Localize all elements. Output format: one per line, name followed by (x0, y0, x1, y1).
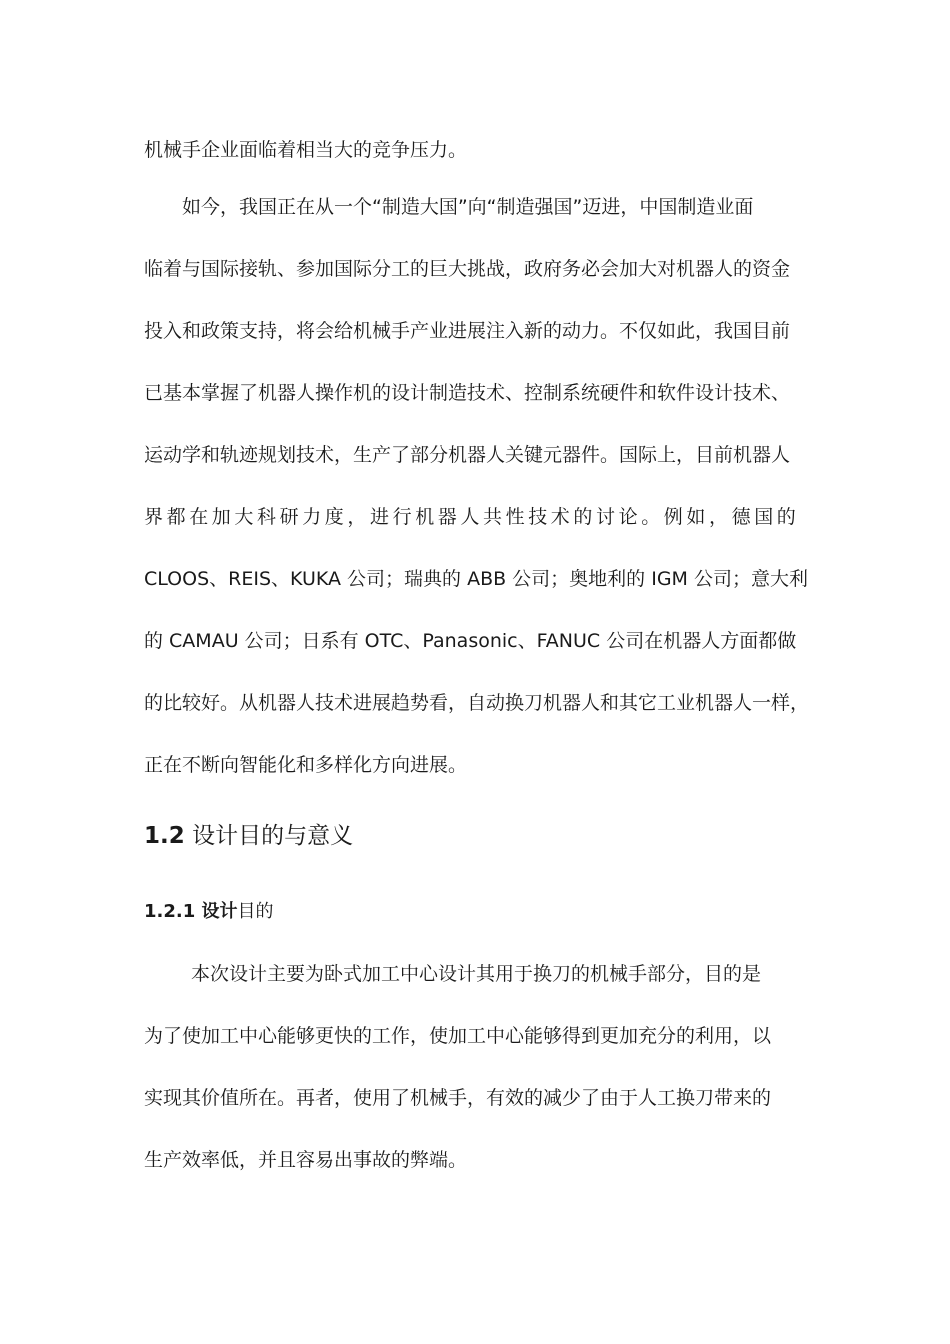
subsection-title: 目的 (237, 901, 274, 922)
paragraph-3-line-2: 为了使加工中心能够更快的工作，使加工中心能够得到更加充分的利用，以 (144, 1025, 772, 1047)
paragraph-2-line-3: 投入和政策支持，将会给机械手产业进展注入新的动力。不仅如此，我国目前 (144, 320, 791, 342)
paragraph-1-line-1: 机械手企业面临着相当大的竞争压力。 (144, 139, 468, 161)
paragraph-3-line-3: 实现其价值所在。再者，使用了机械手，有效的减少了由于人工换刀带来的 (144, 1087, 772, 1109)
paragraph-3-line-4: 生产效率低，并且容易出事故的弊端。 (144, 1149, 468, 1171)
paragraph-3-line-1: 本次设计主要为卧式加工中心设计其用于换刀的机械手部分，目的是 (191, 963, 762, 985)
paragraph-2-line-5: 运动学和轨迹规划技术，生产了部分机器人关键元器件。国际上，目前机器人 (144, 444, 791, 466)
section-title: 设计目的与意义 (192, 823, 354, 849)
section-heading (144, 822, 353, 850)
subsection-number: 1.2.1 设计 (144, 901, 238, 922)
paragraph-2-line-8: 的 CAMAU 公司；日系有 OTC、Panasonic、FANUC 公司在机器人方面都做 (144, 630, 797, 652)
paragraph-2-line-10: 正在不断向智能化和多样化方向进展。 (144, 754, 468, 776)
paragraph-2-line-9: 的比较好。从机器人技术进展趋势看，自动换刀机器人和其它工业机器人一样， (144, 692, 810, 714)
paragraph-2-line-7: CLOOS、REIS、KUKA 公司；瑞典的 ABB 公司；奥地利的 IGM 公司；意大利 (144, 568, 808, 590)
section-number: 1.2 (144, 823, 185, 849)
paragraph-2-line-4: 已基本掌握了机器人操作机的设计制造技术、控制系统硬件和软件设计技术、 (144, 382, 791, 404)
paragraph-2-line-6: 界都在加大科研力度，进行机器人共性技术的讨论。例如，德国的 (144, 506, 800, 528)
paragraph-2-line-1: 如今，我国正在从一个“制造大国”向“制造强国”迈进，中国制造业面 (182, 196, 754, 218)
subsection-heading (144, 900, 274, 924)
paragraph-2-line-2: 临着与国际接轨、参加国际分工的巨大挑战，政府务必会加大对机器人的资金 (144, 258, 791, 280)
